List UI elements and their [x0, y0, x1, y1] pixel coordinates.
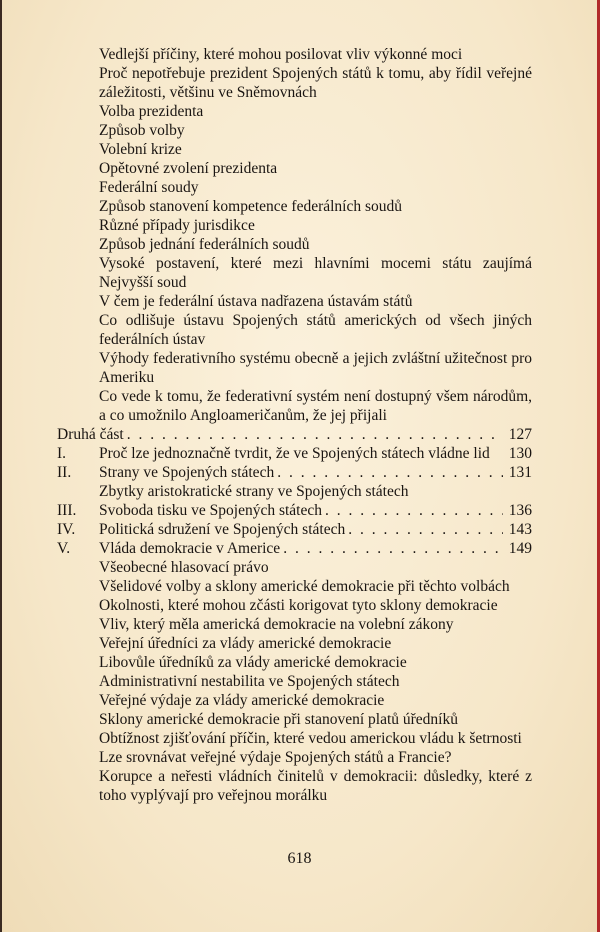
toc-entry: Federální soudy	[99, 179, 199, 196]
toc-chapter	[57, 539, 532, 558]
toc-entry: V čem je federální ústava nadřazena ústavám států	[99, 293, 413, 310]
table-of-contents	[57, 45, 532, 805]
dot-leader	[325, 501, 503, 520]
toc-entry: Libovůle úředníků za vlády americké demokracie	[99, 654, 407, 671]
toc-entry: Co odlišuje ústavu Spojených států amerických od všech jiných federálních ústav	[99, 312, 532, 348]
toc-entry: Zbytky aristokratické strany ve Spojených státech	[99, 483, 409, 500]
chapter-page: 130	[508, 445, 532, 462]
chapter-number: I.	[57, 445, 67, 462]
toc-entry: Různé případy jurisdikce	[99, 217, 255, 234]
toc-entry: Lze srovnávat veřejné výdaje Spojených států a Francie?	[99, 749, 452, 766]
part-title: Druhá část	[57, 426, 124, 443]
chapter-title: Proč lze jednoznačně tvrdit, že ve Spojených státech vládne lid	[99, 445, 490, 462]
toc-entry: Sklony americké demokracie při stanovení platů úředníků	[99, 711, 458, 728]
toc-entry: Korupce a neřesti vládních činitelů v demokracii: důsledky, které z toho vyplývají pro veřejnou morálku	[99, 768, 532, 804]
toc-entry: Způsob stanovení kompetence federálních soudů	[99, 198, 403, 215]
toc-entry: Proč nepotřebuje prezident Spojených států k tomu, aby řídil veřejné záležitosti, většinu ve Sněmovnách	[99, 65, 532, 101]
dot-leader	[348, 520, 503, 539]
part-page: 127	[508, 426, 532, 443]
chapter-title: Svoboda tisku ve Spojených státech	[99, 502, 322, 519]
chapter-page: 143	[508, 521, 532, 538]
chapter-title: Politická sdružení ve Spojených státech	[99, 521, 346, 538]
toc-chapter	[57, 463, 532, 482]
chapter-page: 136	[508, 502, 532, 519]
chapter-title: Strany ve Spojených státech	[99, 464, 275, 481]
chapter-number: IV.	[57, 521, 76, 538]
toc-entry: Výhody federativního systému obecně a jejich zvláštní užitečnost pro Ameriku	[99, 350, 532, 386]
toc-chapter	[57, 520, 532, 539]
toc-chapter	[57, 444, 532, 463]
toc-entry: Všeobecné hlasovací právo	[99, 559, 269, 576]
toc-entry: Veřejné výdaje za vlády americké demokracie	[99, 692, 385, 709]
toc-entry: Opětovné zvolení prezidenta	[99, 160, 278, 177]
toc-entry: Vliv, který měla americká demokracie na volební zákony	[99, 616, 454, 633]
toc-entry: Administrativní nestabilita ve Spojených státech	[99, 673, 400, 690]
toc-entry: Všelidové volby a sklony americké demokracie při těchto volbách	[99, 578, 510, 595]
chapter-number: III.	[57, 502, 77, 519]
dot-leader	[277, 463, 503, 482]
chapter-page: 149	[508, 540, 532, 557]
toc-entry: Způsob jednání federálních soudů	[99, 236, 310, 253]
toc-entry: Veřejní úředníci za vlády americké demokracie	[99, 635, 392, 652]
chapter-title: Vláda demokracie v Americe	[99, 540, 281, 557]
toc-part-heading	[57, 425, 532, 444]
toc-chapter	[57, 501, 532, 520]
toc-entry: Vedlejší příčiny, které mohou posilovat vliv výkonné moci	[99, 46, 463, 63]
toc-entry: Okolnosti, které mohou zčásti korigovat tyto sklony demokracie	[99, 597, 498, 614]
chapter-number: II.	[57, 464, 72, 481]
dot-leader	[283, 539, 503, 558]
chapter-page: 131	[508, 464, 532, 481]
chapter-number: V.	[57, 540, 71, 557]
page-number: 618	[287, 850, 312, 867]
toc-entry: Co vede k tomu, že federativní systém není dostupný všem národům, a co umožnilo Angloameričanům, že jej přijali	[99, 388, 532, 424]
toc-entry: Vysoké postavení, které mezi hlavními mocemi státu zaujímá Nejvyšší soud	[99, 255, 532, 291]
toc-entry: Způsob volby	[99, 122, 185, 139]
toc-entry: Volební krize	[99, 141, 182, 158]
dot-leader	[127, 425, 503, 444]
toc-entry: Volba prezidenta	[99, 103, 204, 120]
toc-entry: Obtížnost zjišťování příčin, které vedou americkou vládu k šetrnosti	[99, 730, 522, 747]
